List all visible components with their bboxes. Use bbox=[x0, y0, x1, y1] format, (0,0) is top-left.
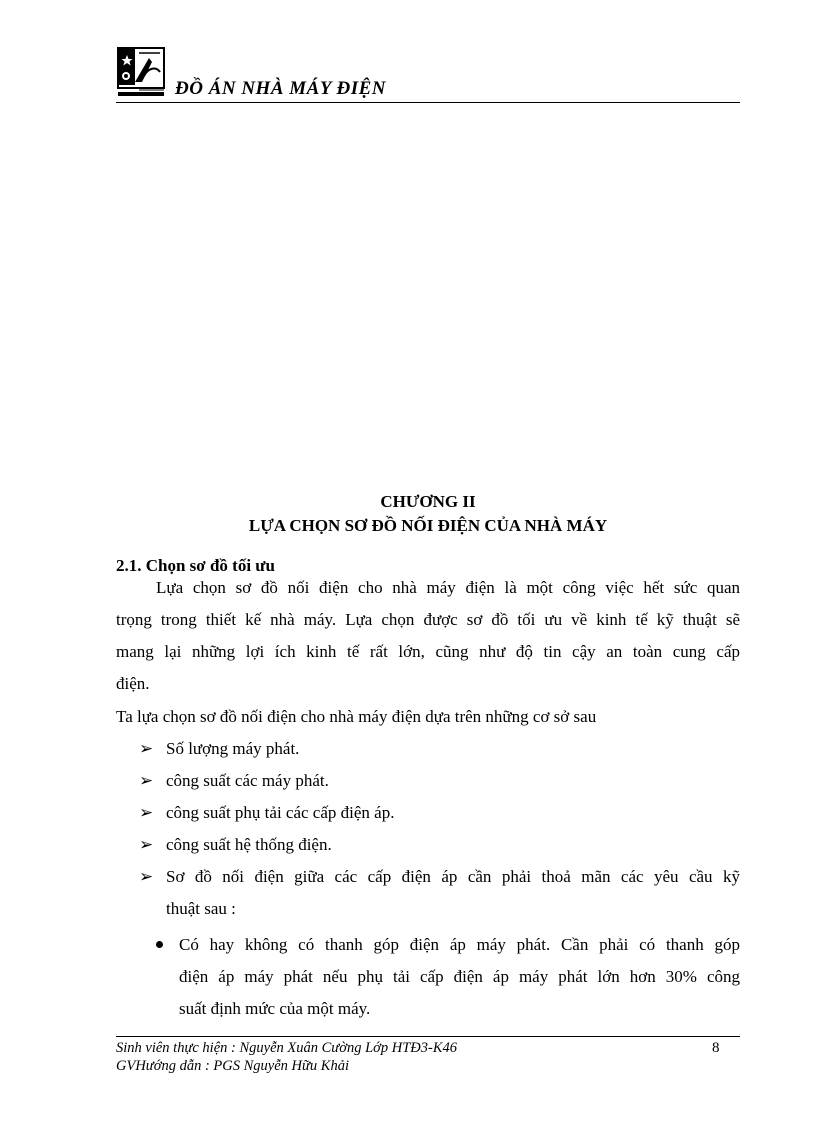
list-item bbox=[116, 765, 740, 797]
arrow-bullet-icon: ➢ bbox=[139, 803, 154, 822]
arrow-bullet-icon: ➢ bbox=[139, 867, 154, 886]
sub-bullet-text: điện áp máy phát nếu phụ tải cấp điện áp máy phát lớn hơn 30% công bbox=[179, 967, 740, 986]
arrow-bullet-icon: ➢ bbox=[139, 835, 154, 854]
footer-advisor: GVHướng dẫn : PGS Nguyễn Hữu Khải bbox=[116, 1058, 349, 1074]
list-item-text: công suất phụ tải các cấp điện áp. bbox=[166, 803, 395, 822]
university-logo bbox=[116, 46, 166, 98]
list-item-text: Sơ đồ nối điện giữa các cấp điện áp cần phải thoả mãn các yêu cầu kỹ bbox=[166, 867, 740, 886]
intro-line: điện. bbox=[116, 674, 150, 693]
intro-line: Lựa chọn sơ đồ nối điện cho nhà máy điện là một công việc hết sức quan bbox=[156, 578, 740, 597]
intro-paragraph bbox=[116, 572, 740, 700]
bullet-dot-icon bbox=[156, 941, 163, 948]
intro-line: trọng trong thiết kế nhà máy. Lựa chọn được sơ đồ tối ưu về kinh tế kỹ thuật sẽ bbox=[116, 610, 740, 629]
list-item bbox=[116, 861, 740, 925]
arrow-bullet-icon: ➢ bbox=[139, 739, 154, 758]
basis-text: Ta lựa chọn sơ đồ nối điện cho nhà máy điện dựa trên những cơ sở sau bbox=[116, 707, 597, 726]
list-item-text: Số lượng máy phát. bbox=[166, 739, 300, 758]
basis-sentence bbox=[116, 701, 740, 733]
intro-line: mang lại những lợi ích kinh tế rất lớn, cũng như độ tin cậy an toàn cung cấp bbox=[116, 642, 740, 661]
footer-divider bbox=[116, 1036, 740, 1037]
list-item bbox=[116, 829, 740, 861]
chapter-title: LỰA CHỌN SƠ ĐỒ NỐI ĐIỆN CỦA NHÀ MÁY bbox=[248, 516, 608, 535]
header-divider bbox=[116, 102, 740, 103]
footer-student: Sinh viên thực hiện : Nguyễn Xuân Cường Lớp HTĐ3-K46 bbox=[116, 1040, 457, 1056]
section-heading: 2.1. Chọn sơ đồ tối ưu bbox=[116, 556, 275, 575]
list-item-text: công suất các máy phát. bbox=[166, 771, 329, 790]
sub-bullet-text: suất định mức của một máy. bbox=[179, 999, 371, 1018]
page-number: 8 bbox=[712, 1040, 720, 1056]
sub-bullet-text: Có hay không có thanh góp điện áp máy phát. Cần phải có thanh góp bbox=[179, 935, 740, 954]
sub-bullet-item bbox=[116, 929, 740, 1025]
document-header-title: ĐỒ ÁN NHÀ MÁY ĐIỆN bbox=[175, 78, 386, 99]
list-item-text: công suất hệ thống điện. bbox=[166, 835, 332, 854]
list-item-text: thuật sau : bbox=[166, 899, 236, 918]
list-item bbox=[116, 733, 740, 765]
arrow-bullet-icon: ➢ bbox=[139, 771, 154, 790]
list-item bbox=[116, 797, 740, 829]
chapter-number: CHƯƠNG II bbox=[380, 492, 476, 511]
criteria-list bbox=[116, 733, 740, 925]
